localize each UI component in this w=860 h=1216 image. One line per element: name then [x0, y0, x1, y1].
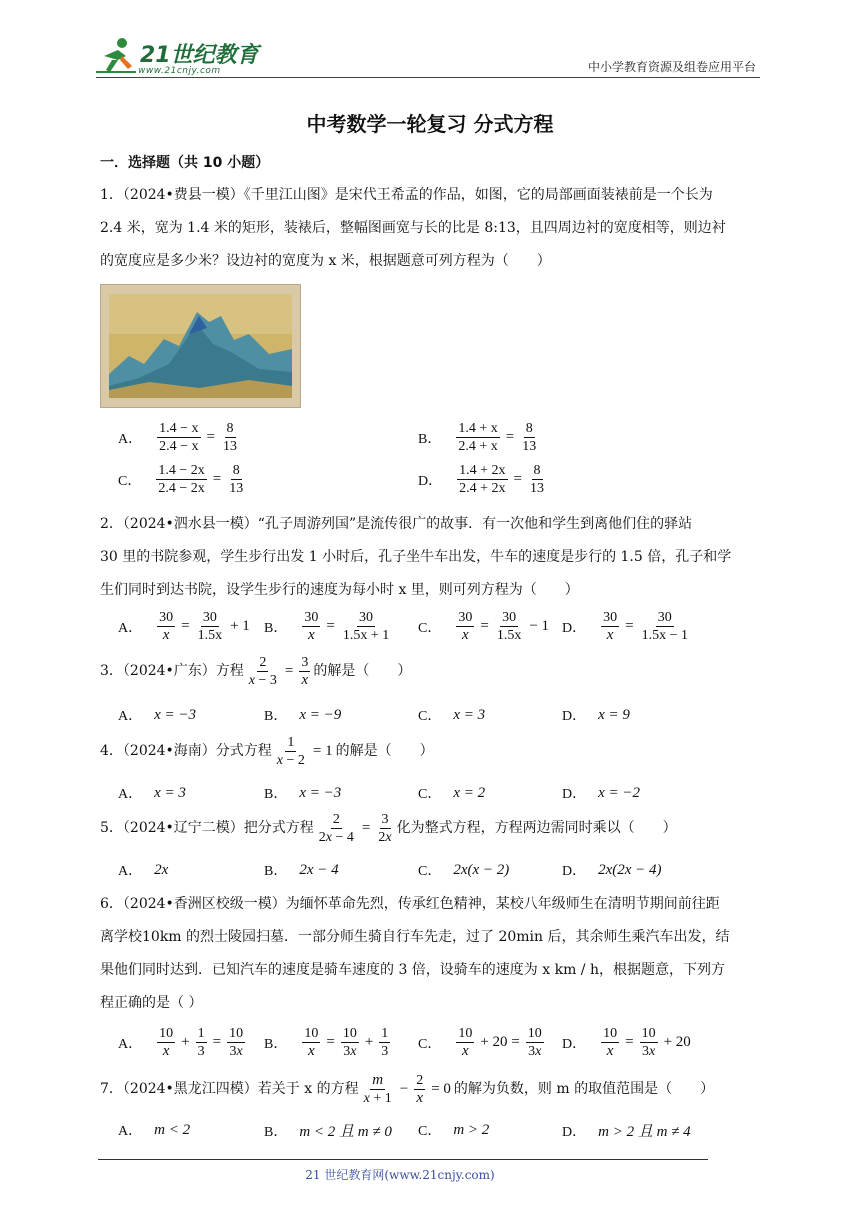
logo-url: www.21cnjy.com: [138, 66, 221, 76]
option-a[interactable]: A． x = −3: [118, 706, 197, 724]
section-heading: 一．选择题（共 10 小题）: [100, 155, 270, 171]
question-7: 7．（2024•黑龙江四模）若关于 x 的方程 m x + 1 − $\frac{2}{x}$ = 0 的解为负数，则 m 的取值范围是（ ）: [100, 1072, 715, 1106]
option-b[interactable]: B． $\frac{30}{x}$ = $\frac{30}{1.5x + 1}$: [264, 610, 390, 643]
fraction: $\frac{1.4 + x}{2.4 + x}$: [458, 421, 498, 454]
header-divider: [96, 77, 760, 78]
option-c[interactable]: C． 2x(x − 2): [418, 861, 510, 879]
question-line: 6．（2024•香洲区校级一模）为缅怀革命先烈，传承红色精神，某校八年级师生在清明节期间前往距: [100, 896, 720, 912]
option-label: C．: [418, 620, 442, 636]
option-label: D．: [418, 473, 443, 489]
option-c[interactable]: C． x = 2: [418, 784, 486, 802]
question-text: 4．（2024•海南）分式方程: [100, 743, 272, 759]
fraction: $\frac{1.4 - 2x}{2.4 - 2x}$: [158, 463, 205, 496]
question-text: 5．（2024•辽宁二模）把分式方程: [100, 820, 314, 836]
option-d[interactable]: D． x = 9: [562, 706, 630, 724]
option-d[interactable]: D． x = −2: [562, 784, 641, 802]
option-d[interactable]: D． 2x(2x − 4): [562, 861, 662, 879]
question-1: [100, 179, 762, 278]
question-text: 化为整式方程，方程两边需同时乘以（ ）: [396, 820, 677, 836]
option-b[interactable]: B． $\frac{10}{x}$ = $\frac{10}{3x}$ + $\frac{1}{3}$: [264, 1026, 389, 1059]
option-d[interactable]: D． $\frac{1.4 + 2x}{2.4 + 2x}$ = $\frac{8}{13}$: [418, 463, 544, 496]
option-c[interactable]: C． $\frac{1.4 - 2x}{2.4 - 2x}$ = $\frac{8}{13}$: [118, 463, 244, 496]
question-text: 的解是（ ）: [335, 743, 434, 759]
fraction: $\frac{8}{13}$: [522, 421, 537, 454]
question-line: 的宽度应是多少米？设边衬的宽度为 x 米，根据题意可列方程为（ ）: [100, 253, 551, 269]
fraction: $\frac{8}{13}$: [223, 421, 237, 454]
question-line: 离学校10km 的烈士陵园扫墓．一部分师生骑自行车先走，过了 20min 后，其余师生乘汽车出发，结: [100, 929, 730, 945]
question-line: 果他们同时达到．已知汽车的速度是骑车速度的 3 倍，设骑车的速度为 x km / h，根据题意，下列方: [100, 962, 725, 978]
option-d[interactable]: D． $\frac{10}{x}$ = $\frac{10}{3x}$ + 20: [562, 1026, 691, 1059]
option-b[interactable]: B． x = −9: [264, 706, 342, 724]
fraction: $\frac{1.4 - x}{2.4 - x}$: [159, 421, 199, 454]
mountain-landscape-icon: [109, 294, 292, 398]
option-c[interactable]: C． 10 x + 20 = $\frac{10}{3x}$: [418, 1026, 542, 1059]
footer-divider: [98, 1159, 708, 1160]
question-text: 7．（2024•黑龙江四模）若关于 x 的方程: [100, 1081, 359, 1097]
logo-text: 21世纪教育: [140, 43, 259, 68]
page-title: 中考数学一轮复习 分式方程: [306, 112, 554, 136]
option-label: A．: [118, 431, 143, 447]
question-line: 2．（2024•泗水县一模）“孔子周游列国”是流传很广的故事．有一次他和学生到离他们住的驿站: [100, 516, 693, 532]
header-platform-text: 中小学教育资源及组卷应用平台: [587, 60, 756, 74]
runner-logo-icon: [96, 36, 140, 76]
option-c[interactable]: C． x = 3: [418, 706, 486, 724]
option-b[interactable]: B． m < 2 且 m ≠ 0: [264, 1124, 392, 1140]
fraction: $\frac{1.4 + 2x}{2.4 + 2x}$: [459, 463, 506, 496]
landscape-painting-image: [100, 284, 301, 408]
question-line: 1．（2024•费县一模）《千里江山图》是宋代王希孟的作品，如图，它的局部画面装裱前是一个长为: [100, 187, 713, 203]
fraction: $\frac{8}{13}$: [530, 463, 544, 496]
question-line: 30 里的书院参观，学生步行出发 1 小时后，孔子坐牛车出发，牛车的速度是步行的 1.5 倍，孔子和学: [100, 549, 732, 565]
question-5: 5．（2024•辽宁二模）把分式方程 $\frac{2}{2x - 4}$ = $\frac{3}{2x}$ 化为整式方程，方程两边需同时乘以（ ）: [100, 812, 677, 845]
option-a[interactable]: A． $\frac{30}{x}$ = $\frac{30}{1.5x}$ + 1: [118, 610, 250, 643]
option-b[interactable]: B． x = −3: [264, 784, 342, 802]
question-6: [100, 888, 762, 1020]
option-c[interactable]: C． m > 2: [418, 1121, 490, 1139]
option-a[interactable]: A． 10 x + $\frac{1}{3}$ = $\frac{10}{3x}$: [118, 1026, 244, 1059]
option-b[interactable]: B． 2x − 4: [264, 861, 339, 879]
option-d[interactable]: D． m > 2 且 m ≠ 4: [562, 1124, 691, 1140]
option-d[interactable]: D． $\frac{30}{x}$ = $\frac{30}{1.5x - 1}$: [562, 610, 688, 643]
question-text: 的解为负数，则 m 的取值范围是（ ）: [453, 1081, 715, 1097]
option-label: A．: [118, 620, 143, 636]
logo: [96, 36, 266, 76]
option-label: B．: [264, 620, 288, 636]
option-label: B．: [418, 431, 442, 447]
fraction: $\frac{8}{13}$: [229, 463, 244, 496]
footer-text: 21 世纪教育网(www.21cnjy.com): [305, 1168, 495, 1182]
option-a[interactable]: A． m < 2: [118, 1121, 191, 1139]
question-line: 程正确的是（ ）: [100, 995, 203, 1011]
question-2: [100, 508, 762, 607]
option-a[interactable]: A． $\frac{1.4 - x}{2.4 - x}$ = $\frac{8}{13}$: [118, 421, 237, 454]
option-a[interactable]: A． 2x: [118, 861, 169, 879]
question-3: 3．（2024•广东）方程 $\frac{2}{x - 3}$ = $\frac{3}{x}$ 的解是（ ）: [100, 655, 412, 688]
option-label: D．: [562, 620, 587, 636]
option-label: C．: [118, 473, 142, 489]
question-4: 4．（2024•海南）分式方程 $\frac{1}{x - 2}$ = 1 的解是（ ）: [100, 735, 434, 768]
page-header: [96, 30, 760, 80]
option-a[interactable]: A． x = 3: [118, 784, 186, 802]
option-c[interactable]: C． $\frac{30}{x}$ = $\frac{30}{1.5x}$ − 1: [418, 610, 550, 643]
option-b[interactable]: B． $\frac{1.4 + x}{2.4 + x}$ = $\frac{8}{13}$: [418, 421, 537, 454]
question-text: 3．（2024•广东）方程: [100, 663, 244, 679]
question-text: 的解是（ ）: [313, 663, 412, 679]
question-line: 2.4 米，宽为 1.4 米的矩形，装裱后，整幅图画宽与长的比是 8:13，且四周边衬的宽度相等，则边衬: [100, 220, 726, 236]
question-line: 生们同时到达书院，设学生步行的速度为每小时 x 里，则可列方程为（ ）: [100, 582, 579, 598]
